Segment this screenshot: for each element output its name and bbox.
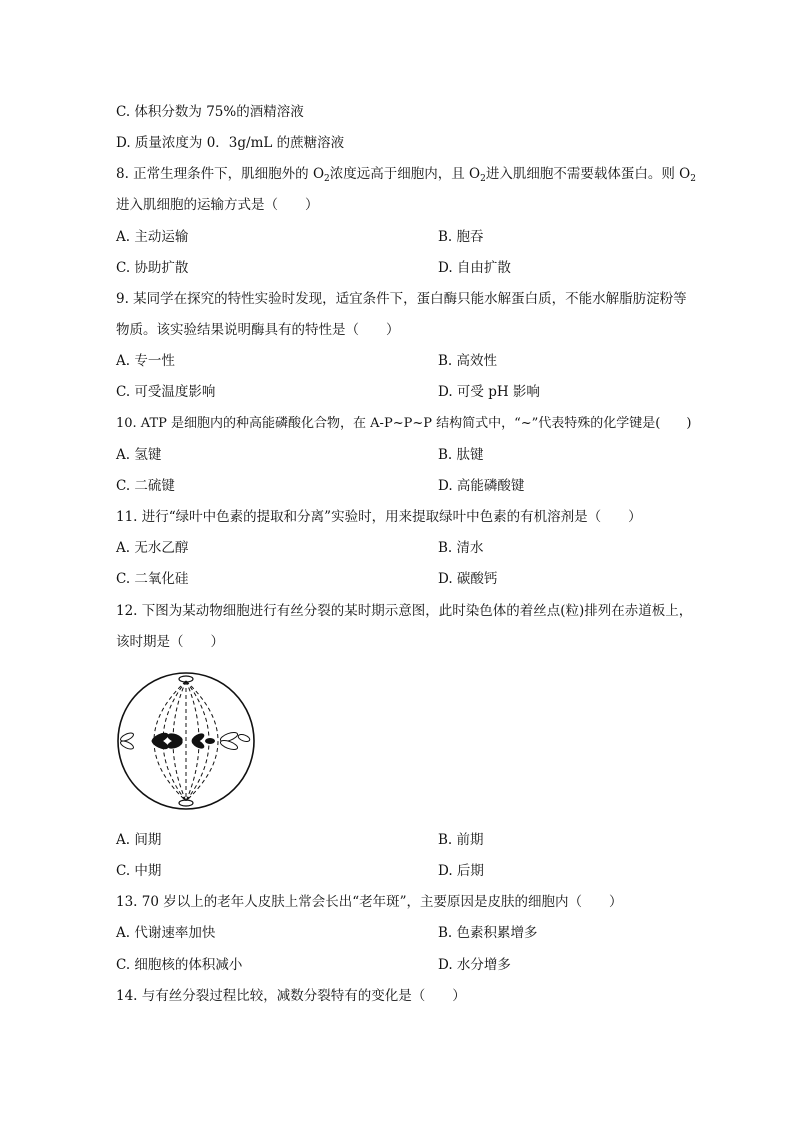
q14-stem-line1: 14. 与有丝分裂过程比较，减数分裂特有的变化是（ ）	[116, 988, 466, 1004]
q10-option-a: A. 氢键	[116, 447, 162, 463]
q12-stem-line2: 该时期是（ ）	[116, 634, 224, 650]
q11-option-b: B. 清水	[438, 540, 484, 556]
q13-option-b: B. 色素积累增多	[438, 925, 538, 941]
q8-option-d: D. 自由扩散	[438, 260, 511, 276]
q7-option-d: D. 质量浓度为 0．3g/mL 的蔗糖溶液	[116, 135, 345, 151]
q8-option-b: B. 胞吞	[438, 229, 484, 245]
q9-stem-line1: 9. 某同学在探究的特性实验时发现，适宜条件下，蛋白酶只能水解蛋白质，不能水解脂肪淀粉等	[116, 291, 687, 307]
q8-stem-part3: 进入肌细胞不需要载体蛋白。则 O	[485, 166, 691, 182]
q8-stem-line2: 进入肌细胞的运输方式是（ ）	[116, 197, 319, 213]
q8-stem-line1	[116, 164, 696, 184]
subscript-2: 2	[324, 174, 330, 184]
q11-stem-line1: 11. 进行“绿叶中色素的提取和分离”实验时，用来提取绿叶中色素的有机溶剂是（ ）	[116, 509, 642, 525]
q9-option-c: C. 可受温度影响	[116, 384, 216, 400]
q12-stem-line1: 12. 下图为某动物细胞进行有丝分裂的某时期示意图，此时染色体的着丝点(粒)排列在赤道板上，	[116, 603, 693, 619]
q8-stem-part2: 浓度远高于细胞内，且 O	[329, 166, 481, 182]
q8-option-a: A. 主动运输	[116, 229, 189, 245]
chromosomes-equator	[150, 731, 215, 752]
q11-option-d: D. 碳酸钙	[438, 571, 498, 587]
q8-option-c: C. 协助扩散	[116, 260, 189, 276]
q13-stem-line1: 13. 70 岁以上的老年人皮肤上常会长出“老年斑”，主要原因是皮肤的细胞内（ ）	[116, 894, 623, 910]
q10-option-d: D. 高能磷酸键	[438, 478, 525, 494]
q13-option-c: C. 细胞核的体积减小	[116, 957, 243, 973]
q12-option-c: C. 中期	[116, 863, 162, 879]
q12-option-b: B. 前期	[438, 832, 484, 848]
q10-option-c: C. 二硫键	[116, 478, 175, 494]
q8-stem-part1: 8. 正常生理条件下，肌细胞外的 O	[116, 166, 325, 182]
q10-stem-line1: 10. ATP 是细胞内的种高能磷酸化合物，在 A-P~P~P 结构简式中，“~”代表特殊的化学键是( )	[116, 416, 692, 431]
subscript-2: 2	[480, 174, 486, 184]
q9-option-a: A. 专一性	[116, 353, 175, 369]
q13-option-d: D. 水分增多	[438, 957, 511, 973]
q11-option-c: C. 二氧化硅	[116, 571, 189, 587]
q7-option-c: C. 体积分数为 75%的酒精溶液	[116, 104, 304, 120]
q10-option-b: B. 肽键	[438, 447, 484, 463]
chromosomes-outlined	[119, 731, 250, 752]
q11-option-a: A. 无水乙醇	[116, 540, 189, 556]
q9-option-b: B. 高效性	[438, 353, 498, 369]
q12-option-a: A. 间期	[116, 832, 162, 848]
q12-option-d: D. 后期	[438, 863, 484, 879]
q9-option-d: D. 可受 pH 影响	[438, 384, 540, 400]
q9-stem-line2: 物质。该实验结果说明酶具有的特性是（ ）	[116, 322, 400, 338]
metaphase-cell-figure	[112, 670, 260, 812]
q13-option-a: A. 代谢速率加快	[116, 925, 216, 941]
subscript-2: 2	[690, 174, 696, 184]
